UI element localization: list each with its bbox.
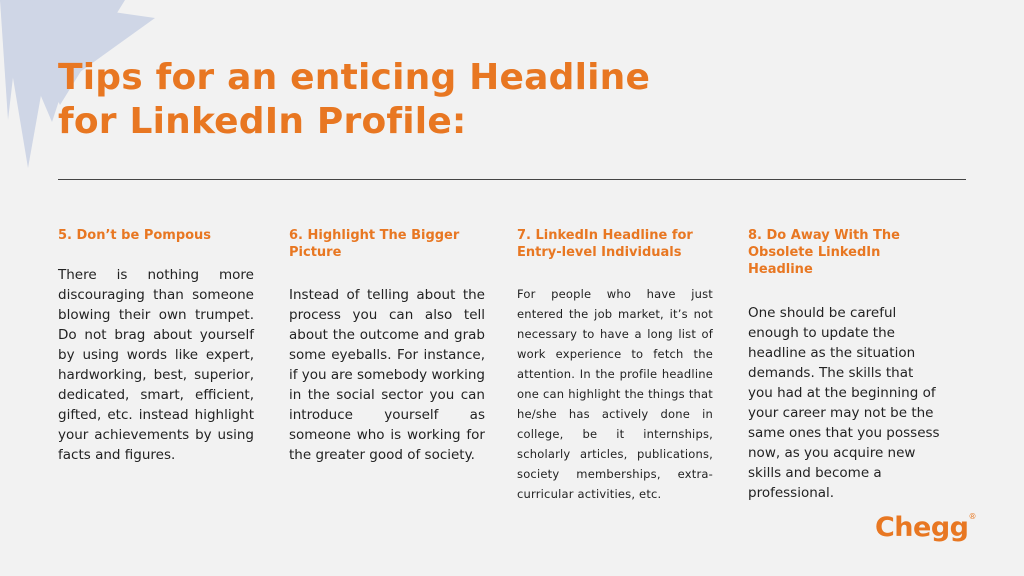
tip-body: One should be careful enough to update the headline as the situation demands. The skills that you had at the beginning of your career may not be the same ones that you possess now, as you acquire new skills and become a professional. (748, 305, 940, 501)
registered-mark: ® (968, 512, 976, 521)
title-line-1: Tips for an enticing Headline (58, 57, 651, 98)
tip-column-6 (289, 227, 485, 465)
tip-heading: 8. Do Away With The Obsolete LinkedIn Headline (748, 228, 900, 277)
divider-line (58, 179, 966, 180)
tip-body: For people who have just entered the job market, it’s not necessary to have a long list of work experience to fetch the attention. In the profile headline one can highlight the things that he/she has actively done in college, be it internships, scholarly articles, publications, society memberships, extra-curricular activities, etc. (517, 287, 713, 501)
logo-text: Chegg (874, 512, 969, 543)
tip-heading: 7. LinkedIn Headline for Entry-level Individuals (517, 228, 693, 260)
tip-body: There is nothing more discouraging than someone blowing their own trumpet. Do not brag about yourself by using words like expert, hardworking, best, superior, dedicated, smart, efficient, gifted, etc. instead highlight your achievements by using facts and figures. (58, 267, 254, 463)
tip-body: Instead of telling about the process you can also tell about the outcome and grab some eyeballs. For instance, if you are somebody working in the social sector you can introduce yourself as someone who is working for the greater good of society. (289, 287, 485, 463)
title-line-2: for LinkedIn Profile: (58, 101, 467, 142)
tip-heading: 6. Highlight The Bigger Picture (289, 228, 460, 260)
tip-column-7 (517, 227, 713, 504)
tip-heading: 5. Don’t be Pompous (58, 228, 212, 243)
tip-column-5 (58, 227, 254, 465)
tip-column-8 (748, 227, 942, 503)
chegg-logo (875, 512, 976, 543)
page-title (58, 56, 650, 144)
